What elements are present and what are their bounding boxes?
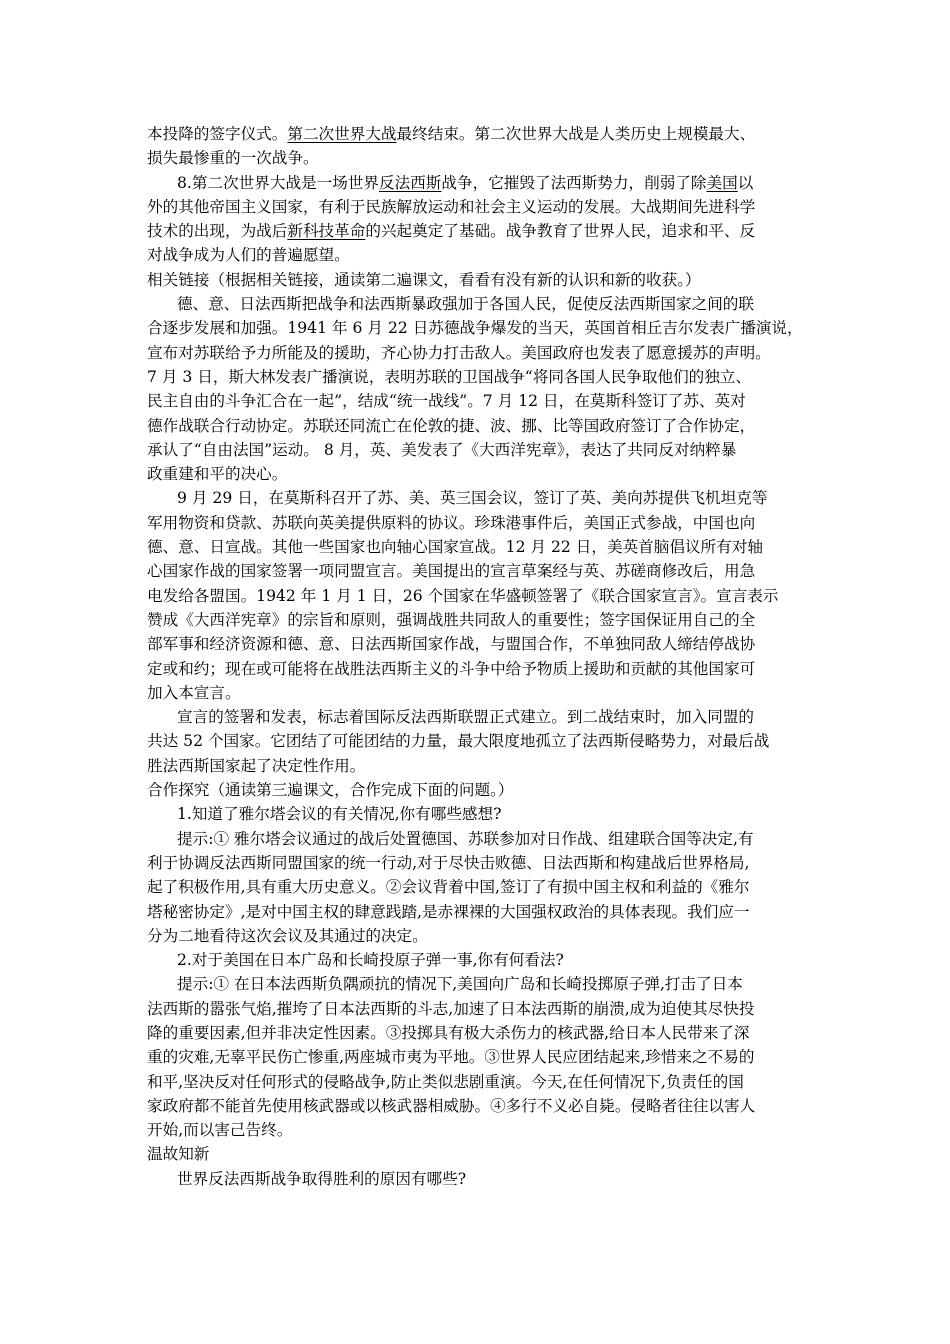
text-line <box>147 608 807 632</box>
text-segment: 承认了“自由法国”运动。 8 月，英、美发表了《大西洋宪章》，表达了共同反对纳粹暴 <box>147 440 737 459</box>
text-line <box>147 389 807 413</box>
text-line <box>147 754 807 778</box>
text-line <box>147 1070 807 1094</box>
text-line <box>147 171 807 195</box>
text-segment: 1.知道了雅尔塔会议的有关情况,你有哪些感想? <box>177 805 502 824</box>
text-segment: 最终结束。第二次世界大战是人类历史上规模最大、 <box>396 125 756 143</box>
text-segment: 赞成《大西洋宪章》的宗旨和原则，强调战胜共同敌人的重要性；签字国保证用自己的全 <box>147 610 756 629</box>
text-line <box>147 292 807 316</box>
text-segment: 分为二地看待这次会议及其通过的决定。 <box>147 926 428 945</box>
text-segment: 德作战联合行动协定。苏联还同流亡在伦敦的捷、波、挪、比等国政府签订了合作协定， <box>147 416 756 435</box>
text-segment: 政重建和平的决心。 <box>147 465 288 484</box>
text-line <box>147 268 807 292</box>
text-segment: 重的灾难,无辜平民伤亡惨重,两座城市夷为平地。③世界人民应团结起来,珍惜来之不易的 <box>147 1048 755 1067</box>
text-segment: 损失最惨重的一次战争。 <box>147 149 319 168</box>
text-segment: 7 月 3 日，斯大林发表广播演说，表明苏联的卫国战争“将同各国人民争取他们的独立、 <box>147 367 752 386</box>
text-segment: 法西斯的嚣张气焰,摧垮了日本法西斯的斗志,加速了日本法西斯的崩溃,成为迫使其尽快投 <box>147 999 755 1018</box>
text-line <box>147 900 807 924</box>
text-line <box>147 1167 807 1191</box>
text-segment: 9 月 29 日，在莫斯科召开了苏、美、英三国会议，签订了英、美向苏提供飞机坦克等 <box>177 489 768 508</box>
text-line <box>147 195 807 219</box>
text-line <box>147 802 807 826</box>
text-line <box>147 827 807 851</box>
text-line <box>147 851 807 875</box>
text-segment: 塔秘密协定》,是对中国主权的肆意践踏,是赤裸裸的大国强权政治的具体表现。我们应一 <box>147 902 750 921</box>
text-segment: 世界反法西斯战争取得胜利的原因有哪些? <box>177 1169 467 1188</box>
text-line <box>147 584 807 608</box>
text-segment: 部军事和经济资源和德、意、日法西斯国家作战，与盟国合作，不单独同敌人缔结停战协 <box>147 635 756 654</box>
text-line <box>147 705 807 729</box>
text-segment: 降的重要因素,但并非决定性因素。③投掷具有极大杀伤力的核武器,给日本人民带来了深 <box>147 1023 750 1042</box>
text-segment: 提示:① 在日本法西斯负隅顽抗的情况下,美国向广岛和长崎投掷原子弹,打击了日本 <box>177 975 743 994</box>
text-line <box>147 438 807 462</box>
underlined-term: 新科技革命 <box>287 222 366 241</box>
text-line <box>147 1045 807 1069</box>
text-segment: 提示:① 雅尔塔会议通过的战后处置德国、苏联参加对日作战、组建联合国等决定,有 <box>177 829 754 848</box>
text-line <box>147 559 807 583</box>
text-line <box>147 365 807 389</box>
text-segment: 德、意、日宣战。其他一些国家也向轴心国家宣战。12 月 22 日，美英首脑倡议所有对轴 <box>147 538 763 557</box>
text-segment: 温故知新 <box>147 1145 210 1164</box>
document-page <box>147 122 807 1191</box>
text-line <box>147 122 807 146</box>
text-segment: 利于协调反法西斯同盟国家的统一行动,对于尽快击败德、日法西斯和构建战后世界格局, <box>147 853 750 872</box>
text-segment: 胜法西斯国家起了决定性作用。 <box>147 756 366 775</box>
text-segment: 以 <box>737 173 754 192</box>
underlined-term: 第二次世界大战 <box>287 125 397 143</box>
text-segment: 本投降的签字仪式。 <box>147 125 288 143</box>
text-segment: 军用物资和贷款、苏联向英美提供原料的协议。珍珠港事件后，美国正式参战，中国也向 <box>147 513 756 532</box>
text-segment: 的兴起奠定了基础。战争教育了世界人民，追求和平、反 <box>365 222 756 241</box>
text-segment: 和平,坚决反对任何形式的侵略战争,防止类似悲剧重演。今天,在任何情况下,负责任的国 <box>147 1072 744 1091</box>
text-line <box>147 462 807 486</box>
text-line <box>147 1142 807 1166</box>
text-line <box>147 316 807 340</box>
text-segment: 技术的出现，为战后 <box>147 222 288 241</box>
underlined-term: 反法西斯 <box>379 173 442 192</box>
text-segment: 宣言的签署和发表，标志着国际反法西斯联盟正式建立。到二战结束时，加入同盟的 <box>177 708 754 727</box>
text-segment: 电发给各盟国。1942 年 1 月 1 日，26 个国家在华盛顿签署了《联合国家宣言》。宣言表示 <box>147 586 779 605</box>
text-segment: 外的其他帝国主义国家，有利于民族解放运动和社会主义运动的发展。大战期间先进科学 <box>147 197 756 216</box>
text-segment: 合作探究（通读第三遍课文，合作完成下面的问题。） <box>147 781 514 800</box>
text-segment: 起了积极作用,具有重大历史意义。②会议背着中国,签订了有损中国主权和利益的《雅尔 <box>147 878 750 897</box>
text-line <box>147 219 807 243</box>
text-segment: 开始,而以害己告终。 <box>147 1121 293 1140</box>
text-segment: 8.第二次世界大战是一场世界 <box>177 173 380 192</box>
text-line <box>147 729 807 753</box>
text-segment: 共达 52 个国家。它团结了可能团结的力量，最大限度地孤立了法西斯侵略势力，对最后战 <box>147 732 770 751</box>
text-segment: 加入本宣言。 <box>147 683 241 702</box>
text-line <box>147 486 807 510</box>
text-line <box>147 535 807 559</box>
text-line <box>147 1094 807 1118</box>
underlined-term: 美国 <box>706 173 738 192</box>
text-segment: 心国家作战的国家签署一项同盟宣言。美国提出的宣言草案经与英、苏磋商修改后，用急 <box>147 562 756 581</box>
text-segment: 战争，它摧毁了法西斯势力，削弱了除 <box>441 173 707 192</box>
text-segment: 定或和约；现在或可能将在战胜法西斯主义的斗争中给予物质上援助和贡献的其他国家可 <box>147 659 756 678</box>
text-line <box>147 511 807 535</box>
text-line <box>147 414 807 438</box>
text-segment: 宣布对苏联给予力所能及的援助，齐心协力打击敌人。美国政府也发表了愿意援苏的声明。 <box>147 343 771 362</box>
text-line <box>147 778 807 802</box>
text-line <box>147 341 807 365</box>
text-line <box>147 948 807 972</box>
text-segment: 2.对于美国在日本广岛和长崎投原子弹一事,你有何看法? <box>177 951 564 970</box>
text-line <box>147 657 807 681</box>
text-segment: 相关链接（根据相关链接，通读第二遍课文，看看有没有新的认识和新的收获。） <box>147 270 701 289</box>
text-line <box>147 1021 807 1045</box>
text-segment: 德、意、日法西斯把战争和法西斯暴政强加于各国人民，促使反法西斯国家之间的联 <box>177 295 754 314</box>
text-line <box>147 924 807 948</box>
text-line <box>147 1118 807 1142</box>
text-line <box>147 632 807 656</box>
text-segment: 家政府都不能首先使用核武器或以核武器相威胁。④多行不义必自毙。侵略者往往以害人 <box>147 1096 756 1115</box>
text-segment: 合逐步发展和加强。1941 年 6 月 22 日苏德战争爆发的当天，英国首相丘吉尔发表广播演说， <box>147 319 803 338</box>
text-line <box>147 972 807 996</box>
text-line <box>147 997 807 1021</box>
text-line <box>147 875 807 899</box>
text-segment: 民主自由的斗争汇合在一起”，结成“统一战线”。7 月 12 日，在莫斯科签订了苏、英对 <box>147 392 746 411</box>
text-line <box>147 681 807 705</box>
text-line <box>147 243 807 267</box>
text-line <box>147 146 807 170</box>
text-segment: 对战争成为人们的普遍愿望。 <box>147 246 350 265</box>
